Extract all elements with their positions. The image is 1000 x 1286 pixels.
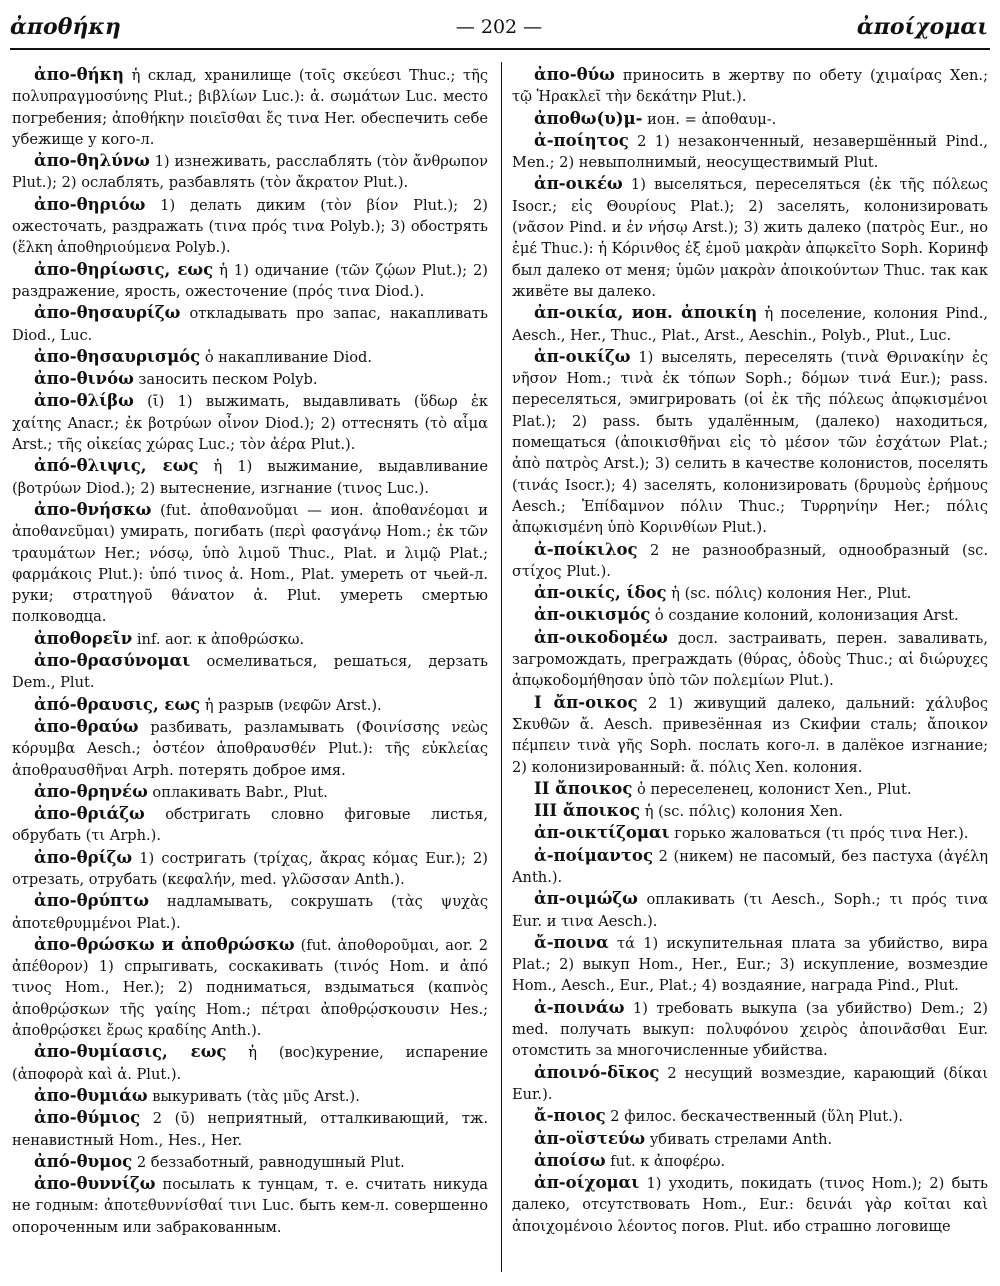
dictionary-entry [512,346,988,539]
entry-headword: ἀπ-οικίς, ίδος [534,583,667,603]
dictionary-entry [12,803,488,847]
entry-definition: ἡ (sc. πόλις) колония Her., Plut. [666,585,912,603]
page-header [10,10,988,46]
entry-headword: ἀπ-οικοδομέω [534,627,668,647]
entry-definition: 1) изнеживать, расслаблять (τὸν ἄνθρωπον Plut.); 2) ослаблять, разбавлять (τὸν ἄκρατον Plut.). [12,153,488,192]
entry-definition: ἡ разрыв (νεφῶν Arst.). [200,696,382,714]
dictionary-entry [512,1105,988,1127]
dictionary-entry [12,716,488,781]
entry-headword: ἀπο-θλίβω [34,391,134,411]
dictionary-entry [12,890,488,934]
entry-definition: 2 несущий возмездие, карающий (δίκαι Eur.). [512,1064,988,1103]
entry-headword: ἀπό-θραυσις, εως [34,694,201,714]
entry-headword: ἀπο-θρώσκω и ἀποθρώσκω [34,934,295,954]
entry-definition: ἡ 1) одичание (τῶν ζῴων Plut.); 2) раздражение, ярость, ожесточение (πρός τινα Diod.). [12,261,488,300]
entry-definition: досл. застраивать, перен. заваливать, загромождать, преграждать (θύρας, ὁδοὺς Thuc.; αἱ διώρυχες ἀπῳκοδομήθησαν ὑπὸ τῶν πολεμίων Plut.). [512,629,988,690]
dictionary-entry [12,694,488,716]
entry-definition: τά 1) искупительная плата за убийство, вира Plat.; 2) выкуп Hom., Her., Eur.; 3) искупление, возмездие Hom., Aesch., Eur., Plat.; 4) воздаяние, награда Pind., Plut. [512,934,988,995]
dictionary-entry [512,932,988,997]
entry-headword: ἀπο-θρασύνομαι [34,651,191,671]
dictionary-entry [512,778,988,800]
entry-headword: ἀ-ποίμαντος [534,845,653,865]
entry-definition: осмеливаться, решаться, дерзать Dem., Plut. [12,653,488,692]
entry-headword: ἄ-ποινα [534,932,609,952]
dictionary-entry [512,845,988,889]
entry-definition: 2 филос. бескачественный (ὕλη Plut.). [605,1108,904,1126]
dictionary-entry [12,781,488,803]
entry-definition: 2 (ῡ) неприятный, отталкивающий, тж. ненавистный Hom., Hes., Her. [12,1110,488,1149]
dictionary-entry [12,1151,488,1173]
entry-definition: fut. к ἀποφέρω. [605,1152,726,1170]
entry-headword: ἀπο-θριάζω [34,804,145,824]
entry-definition: 2 (никем) не пасомый, без пастуха (ἀγέλη Anth.). [512,847,988,886]
running-headword-right: ἀποίχομαι [856,14,988,40]
entry-definition: ἡ поселение, колония Pind., Aesch., Her., Thuc., Plat., Arst., Aeschin., Polyb., Plut., Luc. [512,305,988,344]
entry-definition: 2 не разнообразный, однообразный (sc. στίχος Plut.). [512,541,988,580]
entry-headword: ἀπο-θυμίασις, εως [34,1042,227,1062]
dictionary-entry [512,800,988,822]
entry-headword: ἀπο-θησαυρίζω [34,303,181,323]
entry-definition: обстригать словно фиговые листья, обрубать (τι Arph.). [12,806,488,845]
entry-headword: ἀπο-θρηνέω [34,781,148,801]
entry-definition: 1) выселять, переселять (τινὰ Θρινακίην ἐς νῆσον Hom.; τινὰ ἐκ τόπων Soph.; δόμων τινά Eur.); pass. переселяться, эмигрировать (οἱ ἐκ τῆς πόλεως ἀπῳκισμένοι Plat.); 2) pass. быть удалённым, (далеко) находиться, помещаться (ἀποικισθῆναι εἰς τὸ μέσον τῶν ἐσχάτων Plat.; ἀπὸ πατρὸς Arst.); 3) селить в качестве колонистов, поселять (τινάς Isocr.); 4) заселять, колонизировать (δρυμοὺς ἐρήμους Aesch.; Ἐπίδαμνον πόλιν Thuc.; Τυρρηνίην Her.; πόλις ἀπῳκισμένη ὑπὸ Κορινθίων Plut.). [512,348,988,537]
entry-headword: ἀπ-οιμώζω [534,889,638,909]
dictionary-entry [512,604,988,626]
dictionary-entry [512,692,988,778]
dictionary-entry [12,455,488,499]
dictionary-entry [512,108,988,130]
entry-headword: ἀπο-θύμιος [34,1108,141,1128]
entry-headword: ἀπ-οικισμός [534,605,651,625]
entry-definition: ион. = ἀποθαυμ-. [642,110,777,128]
dictionary-entry [12,1041,488,1085]
dictionary-entry [512,627,988,692]
entry-headword: ἀπο-θυμιάω [34,1085,148,1105]
entry-definition: посылать к тунцам, т. е. считать никуда не годным: ἀποτεθυννίσθαί τινι Luc. быть кем-л. совершенно опороченным или забракованным. [12,1176,488,1236]
dictionary-entry [12,650,488,694]
entry-headword: ἀ-ποίκιλος [534,539,638,559]
entry-headword: ἀπ-οικίζω [534,346,631,366]
entry-definition: 1) делать диким (τὸν βίον Plut.); 2) ожесточать, раздражать (τινα πρός τινα Polyb.); 3) обострять (ἕλκη ἀποθηριούμενα Polyb.). [12,196,488,257]
entry-definition: 2 1) живущий далеко, дальний: χάλυβος Σκυθῶν ἄ. Aesch. привезённая из Скифии сталь; ἄποικον πέμπειν τινὰ γῆς Soph. послать кого-л. в далёкое изгнание; 2) колонизированный: ἄ. πόλις Xen. колония. [512,694,988,776]
dictionary-entry [512,1128,988,1150]
entry-definition: 2 1) незаконченный, незавершённый Pind., Men.; 2) невыполнимый, неосуществимый Plut. [512,132,988,172]
dictionary-entry [512,130,988,174]
dictionary-entry [12,150,488,194]
entry-headword: ἀπ-οικτίζομαι [534,823,670,843]
dictionary-entry [512,64,988,108]
entry-headword: ἀπ-οίχομαι [534,1173,640,1193]
entry-definition: 1) состригать (τρίχας, ἄκρας κόμας Eur.); 2) отрезать, отрубать (κεφαλήν, med. γλῶσσαν Anth.). [12,849,488,888]
dictionary-entry [12,1173,488,1238]
left-column [12,64,488,1238]
entry-headword: ἀπό-θυμος [34,1151,133,1171]
dictionary-entry [12,194,488,259]
dictionary-entry [12,1107,488,1151]
entry-headword: ἀπο-θηριόω [34,194,146,214]
entry-definition: 2 беззаботный, равнодушный Plut. [132,1153,405,1171]
dictionary-entry [512,888,988,932]
entry-headword: ἀποίσω [534,1150,606,1170]
dictionary-entry [12,302,488,346]
entry-headword: ἀπο-θινόω [34,369,134,389]
entry-definition: откладывать про запас, накапливать Diod., Luc. [12,305,488,344]
entry-definition: (ῑ) 1) выжимать, выдавливать (ὕδωρ ἐκ χαίτης Anacr.; ἐκ βοτρύων οἶνον Diod.); 2) оттеснять (τὸ αἷμα Arst.; τῆς οἰκείας χώρας Luc.; τὸν ἀέρα Plut.). [12,393,488,454]
entry-definition: надламывать, сокрушать (τὰς ψυχὰς ἀποτεθρυμμένοι Plat.). [12,893,488,932]
dictionary-entry [12,628,488,650]
entry-definition: убивать стрелами Anth. [645,1130,833,1148]
entry-definition: ὁ создание колоний, колонизация Arst. [650,607,959,625]
entry-definition: ἡ (sc. πόλις) колония Xen. [640,803,843,821]
entry-headword: ἀπο-θηρίωσις, εως [34,259,214,279]
entry-headword: ἀπο-θύω [534,65,615,84]
entry-headword: ἀπό-θλιψις, εως [34,456,199,476]
entry-definition: приносить в жертву по обету (χιμαίρας Xen.; τῷ Ἡρακλεῖ τὴν δεκάτην Plut.). [512,67,988,106]
dictionary-entry [12,847,488,891]
entry-headword: I ἄπ-οικος [534,692,638,712]
dictionary-entry [12,1085,488,1107]
entry-headword: ἀποινό-δῑκος [534,1062,660,1082]
header-rule [10,48,990,50]
entry-definition: оплакивать Babr., Plut. [147,783,328,801]
entry-headword: ἀπ-οικία, ион. ἀποικίη [534,303,758,323]
entry-headword: ἀ-ποινάω [534,997,625,1017]
entry-definition: (fut. ἀποθοροῦμαι, aor. 2 ἀπέθορον) 1) спрыгивать, соскакивать (τινός Hom. и ἀπό τινος Hom., Her.); 2) подниматься, вздыматься (καπνὸς ἀποθρῴσκων τῆς γαίης Hom.; πέτραι ἀποθρῴσκουσιν Hes.; ἀποθρῴσκει ἔρως κραδίης Anth.). [12,936,488,1040]
entry-definition: горько жаловаться (τι πρός τινα Her.). [669,825,969,843]
dictionary-entry [512,1062,988,1106]
entry-definition: 1) уходить, покидать (τινος Hom.); 2) быть далеко, отсутствовать Hom., Eur.: δεινάι γὰρ κοῖται καὶ ἀποιχομένοιο λέοντος погов. Plut. ибо страшно логовище [512,1175,988,1235]
entry-headword: ἀπο-θρύπτω [34,891,149,911]
dictionary-entry [12,368,488,390]
entry-headword: ἀποθορεῖν [34,628,133,648]
dictionary-entry [512,173,988,302]
entry-headword: ἀπ-οικέω [534,174,623,194]
entry-headword: ἀπ-οϊστεύω [534,1128,646,1148]
dictionary-entry [512,1150,988,1172]
entry-definition: заносить песком Polyb. [133,371,318,389]
entry-definition: выкуривать (τὰς μῦς Arst.). [147,1087,360,1105]
entry-headword: ἀπο-θηλύνω [34,151,150,171]
column-divider [501,62,502,1272]
running-headword-left: ἀποθήκη [10,14,121,40]
dictionary-entry [12,64,488,150]
entry-headword: ἄ-ποιος [534,1106,606,1126]
entry-headword: ἀπο-θρίζω [34,847,133,867]
dictionary-entry [512,1172,988,1237]
entry-definition: оплакивать (τι Aesch., Soph.; τι πρός τινα Eur. и τινα Aesch.). [512,891,988,930]
entry-definition: ὁ переселенец, колонист Xen., Plut. [632,780,912,798]
dictionary-entry [512,822,988,844]
entry-definition: 1) требовать выкупа (за убийство) Dem.; 2) med. получать выкуп: πολυφόνου χειρὸς ἀποινᾶσθαι Eur. отомстить за многочисленные убийства. [512,999,988,1060]
entry-headword: III ἄποικος [534,801,641,821]
dictionary-entry [12,259,488,303]
entry-headword: ἀποθω(υ)μ- [534,108,643,128]
dictionary-entry [12,934,488,1041]
entry-definition: inf. aor. к ἀποθρώσκω. [132,630,305,648]
dictionary-entry [12,499,488,628]
page-number: — 202 — [455,16,543,38]
entry-headword: ἀπο-θυννίζω [34,1174,156,1194]
entry-definition: ἡ 1) выжимание, выдавливание (βοτρύων Diod.); 2) вытеснение, изгнание (τινος Luc.). [12,458,488,497]
entry-headword: II ἄποικος [534,778,633,798]
entry-definition: (fut. ἀποθανοῦμαι — ион. ἀποθανέομαι и ἀποθανεῦμαι) умирать, погибать (περὶ φασγάνῳ Hom.; ἐκ τῶν τραυμάτων Her.; νόσῳ, ὑπὸ λιμοῦ Thuc., Plat. и λιμῷ Plat.; φαρμάκοις Plut.): ὑπό τινος ἀ. Hom., Plat. умереть от чьей-л. руки; στρατηγοῦ θάνατον ἀ. Plut. умереть смертью полководца. [12,501,488,626]
dictionary-entry [512,539,988,583]
entry-headword: ἀπο-θήκη [34,65,124,84]
entry-definition: ὁ накапливание Diod. [200,348,373,366]
dictionary-entry [512,302,988,346]
dictionary-entry [12,390,488,455]
entry-headword: ἀπο-θνήσκω [34,499,152,519]
entry-definition: ἡ склад, хранилище (τοῖς σκεύεσι Thuc.; τῆς πολυπραγμοσύνης Plut.; βιβλίων Luc.): ἀ. σωμάτων Luc. место погребения; ἀποθήκην ποιεῖσθαι ἔς τινα Her. обеспечить себе убежище у кого-л. [12,67,488,148]
entry-definition: 1) выселяться, переселяться (ἐκ τῆς πόλεως Isocr.; εἰς Θουρίους Plat.); 2) заселять, колонизировать (νᾶσον Pind. и ἐν νήσῳ Arst.); 3) жить далеко (πατρὸς Eur., но ἐμέ Thuc.): ἡ Κόρινθος ἐξ ἐμοῦ μακρὰν ἀπῳκεῖτο Soph. Коринф был далеко от меня; ὑμῶν μακρὰν ἀποικούντων Thuc. так как живёте вы далеко. [512,176,988,300]
dictionary-entry [12,346,488,368]
entry-definition: ἡ (вос)курение, испарение (ἀποφορὰ καὶ ἀ. Plut.). [12,1044,488,1083]
dictionary-entry [512,997,988,1062]
dictionary-entry [512,582,988,604]
entry-definition: разбивать, разламывать (Φοινίσσης νεὼς κόρυμβα Aesch.; ὀστέον ἀποθραυσθέν Plut.): τῆς εὐκλείας ἀποθραυσθῆναι Arph. потерять доброе имя. [12,718,488,779]
entry-headword: ἀ-ποίητος [534,130,629,150]
right-column [512,64,988,1237]
entry-headword: ἀπο-θραύω [34,716,139,736]
entry-headword: ἀπο-θησαυρισμός [34,346,201,366]
